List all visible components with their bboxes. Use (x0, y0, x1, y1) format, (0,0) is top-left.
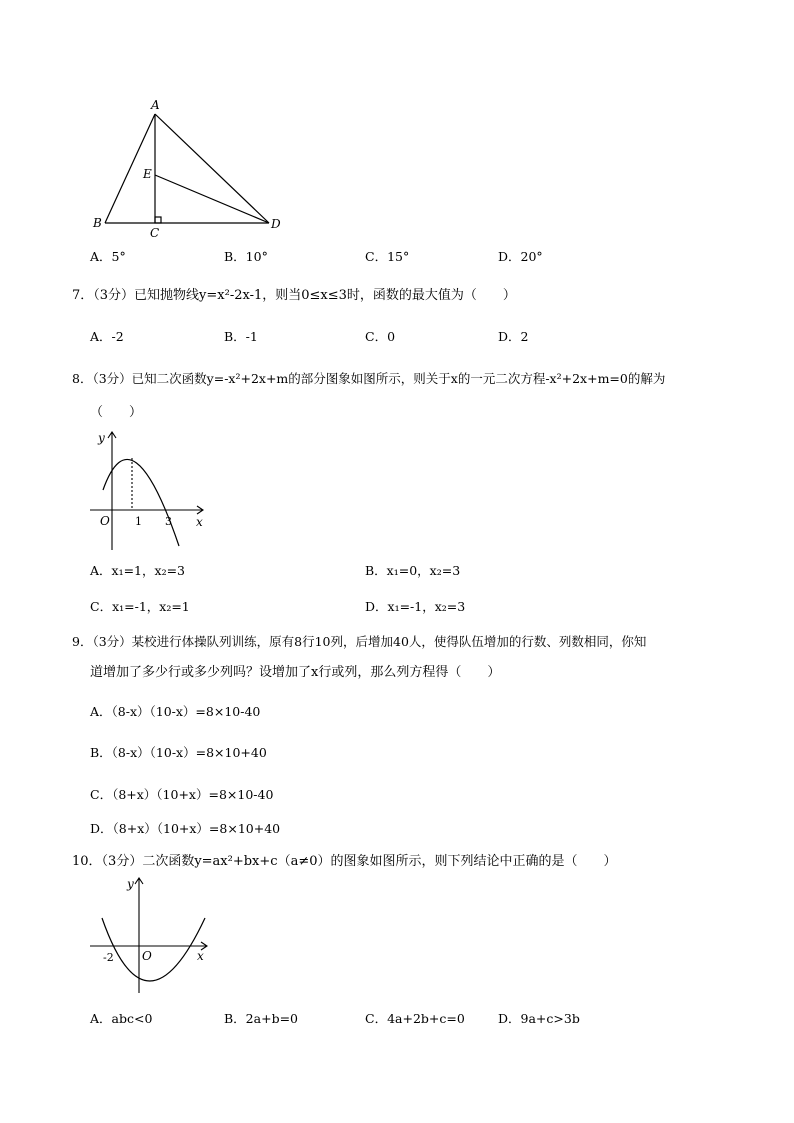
segment-AD (155, 114, 269, 223)
q10-parabola-figure (85, 873, 215, 998)
q6-option-b[interactable]: B．10° (224, 249, 268, 264)
label-x: x (197, 949, 204, 963)
q8-stem-line1: 8．（3分）已知二次函数y=-x²+2x+m的部分图象如图所示，则关于x的一元二次方程-x²+2x+m=0的解为 (72, 371, 666, 386)
label-B: B (93, 216, 102, 230)
parabola-curve (102, 918, 205, 981)
tick-label-1: 1 (135, 515, 142, 528)
q10-option-d[interactable]: D．9a+c>3b (498, 1011, 580, 1026)
q9-option-b[interactable]: B．（8-x）（10-x）=8×10+40 (90, 745, 267, 760)
label-x: x (196, 515, 203, 529)
q6-option-d[interactable]: D．20° (498, 249, 543, 264)
q6-option-c[interactable]: C．15° (365, 249, 410, 264)
tick-label-minus-2: -2 (103, 951, 114, 964)
q10-stem: 10．（3分）二次函数y=ax²+bx+c（a≠0）的图象如图所示，则下列结论中正确的是（ ） (72, 854, 617, 869)
q7-option-b[interactable]: B．-1 (224, 329, 258, 344)
q7-option-c[interactable]: C．0 (365, 329, 396, 344)
q10-option-c[interactable]: C．4a+2b+c=0 (365, 1011, 465, 1026)
q8-option-d[interactable]: D．x₁=-1，x₂=3 (365, 599, 466, 614)
q7-stem: 7．（3分）已知抛物线y=x²-2x-1，则当0≤x≤3时，函数的最大值为（ ） (72, 288, 516, 303)
tick-label-3: 3 (165, 515, 172, 528)
q6-option-a[interactable]: A．5° (90, 249, 126, 264)
label-O: O (100, 514, 110, 528)
q9-option-a[interactable]: A．（8-x）（10-x）=8×10-40 (90, 704, 261, 719)
label-D: D (271, 217, 281, 231)
q8-option-b[interactable]: B．x₁=0，x₂=3 (365, 563, 461, 578)
q9-stem-line2: 道增加了多少行或多少列吗？设增加了x行或列，那么列方程得（ ） (90, 665, 501, 680)
parabola-curve (103, 459, 179, 546)
label-y: y (127, 877, 134, 891)
q9-option-c[interactable]: C．（8+x）（10+x）=8×10-40 (90, 787, 274, 802)
q10-option-b[interactable]: B．2a+b=0 (224, 1011, 298, 1026)
q6-triangle-figure (85, 95, 295, 245)
label-y: y (98, 431, 105, 445)
q7-option-a[interactable]: A．-2 (90, 329, 124, 344)
label-E: E (143, 167, 152, 181)
q7-option-d[interactable]: D．2 (498, 329, 529, 344)
label-O: O (142, 949, 152, 963)
label-A: A (151, 98, 160, 112)
segment-ED (155, 175, 269, 223)
q8-stem-line2: （ ） (90, 405, 143, 420)
q9-option-d[interactable]: D．（8+x）（10+x）=8×10+40 (90, 821, 281, 836)
q8-option-c[interactable]: C．x₁=-1，x₂=1 (90, 599, 190, 614)
q10-option-a[interactable]: A．abc<0 (90, 1011, 153, 1026)
q8-parabola-figure (85, 425, 215, 555)
q8-option-a[interactable]: A．x₁=1，x₂=3 (90, 563, 186, 578)
q9-stem-line1: 9．（3分）某校进行体操队列训练，原有8行10列，后增加40人，使得队伍增加的行数、列数相同，你知 (72, 634, 647, 649)
right-angle-mark (155, 217, 161, 223)
label-C: C (150, 226, 160, 240)
